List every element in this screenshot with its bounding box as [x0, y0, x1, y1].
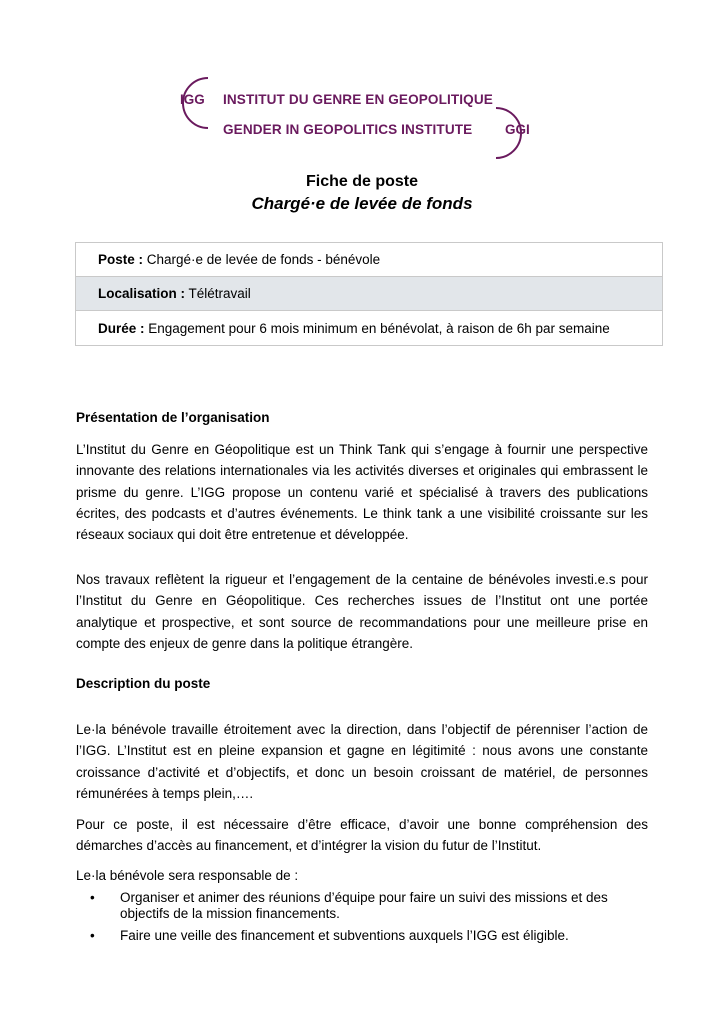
- info-value: Télétravail: [185, 286, 251, 301]
- presentation-paragraph-1: L’Institut du Genre en Géopolitique est un Think Tank qui s’engage à fournir une perspective innovante des relations internationales via les activités diverses et originales qui embrassent le prisme du genre. L’IGG propose un contenu varié et spécialisé à travers des publications écrites, des podcasts et d’autres événements. Le think tank a une visibilité croissante sur les réseaux sociaux qui doit être entretenue et développée.: [76, 442, 648, 543]
- description-paragraph-1: Le·la bénévole travaille étroitement avec la direction, dans l’objectif de pérenniser l’action de l’IGG. L’Institut est en pleine expansion et gagne en légitimité : nous avons une constante croissance d’activité et d’objectifs, et donc un besoin croissant de matériel, de personnes rémunérées à temps plein,….: [76, 722, 648, 801]
- description-paragraph-3: Le·la bénévole sera responsable de :: [76, 868, 299, 883]
- info-row-poste: [76, 243, 662, 277]
- info-label: Durée :: [98, 320, 145, 336]
- description-paragraph-2: Pour ce poste, il est nécessaire d’être efficace, d’avoir une bonne compréhension des démarches d’accès au financement, et d’intégrer la vision du futur de l’Institut.: [76, 817, 648, 854]
- logo-arcs-icon: [168, 74, 528, 164]
- document-title: Fiche de poste: [305, 173, 419, 190]
- list-item: [76, 928, 650, 944]
- info-row-duree: [76, 311, 662, 345]
- info-label: Localisation :: [98, 286, 186, 301]
- list-item: [76, 890, 650, 922]
- section-heading-description: Description du poste: [76, 676, 211, 691]
- institute-logo: [168, 74, 528, 164]
- list-item-text: Organiser et animer des réunions d’équipe pour faire un suivi des missions et des objectifs de la mission financements.: [120, 890, 608, 921]
- info-row-localisation: [76, 277, 662, 311]
- info-value: Chargé·e de levée de fonds - bénévole: [143, 252, 381, 267]
- section-heading-presentation: Présentation de l’organisation: [76, 410, 270, 425]
- info-label: Poste :: [98, 252, 144, 267]
- bullet-icon: •: [90, 890, 95, 905]
- document-subtitle: Chargé·e de levée de fonds: [251, 194, 473, 213]
- logo-badge-igg: IGG: [180, 92, 205, 107]
- info-value: Engagement pour 6 mois minimum en bénévolat, à raison de 6h par semaine: [144, 320, 610, 336]
- job-info-table: [75, 242, 663, 346]
- logo-line-english: GENDER IN GEOPOLITICS INSTITUTE: [223, 122, 473, 137]
- responsibilities-list: [76, 890, 650, 950]
- presentation-paragraph-2: Nos travaux reflètent la rigueur et l’engagement de la centaine de bénévoles investi.e.s pour l’Institut du Genre en Géopolitique. Ces recherches issues de l’Institut ont une portée analytique et prospective, et sont source de recommandations pour une meilleure prise en compte des enjeux de genre dans la politique étrangère.: [76, 572, 648, 651]
- bullet-icon: •: [90, 928, 95, 943]
- logo-line-french: INSTITUT DU GENRE EN GEOPOLITIQUE: [223, 92, 493, 107]
- logo-badge-ggi: GGI: [505, 122, 530, 137]
- list-item-text: Faire une veille des financement et subventions auxquels l’IGG est éligible.: [120, 928, 569, 943]
